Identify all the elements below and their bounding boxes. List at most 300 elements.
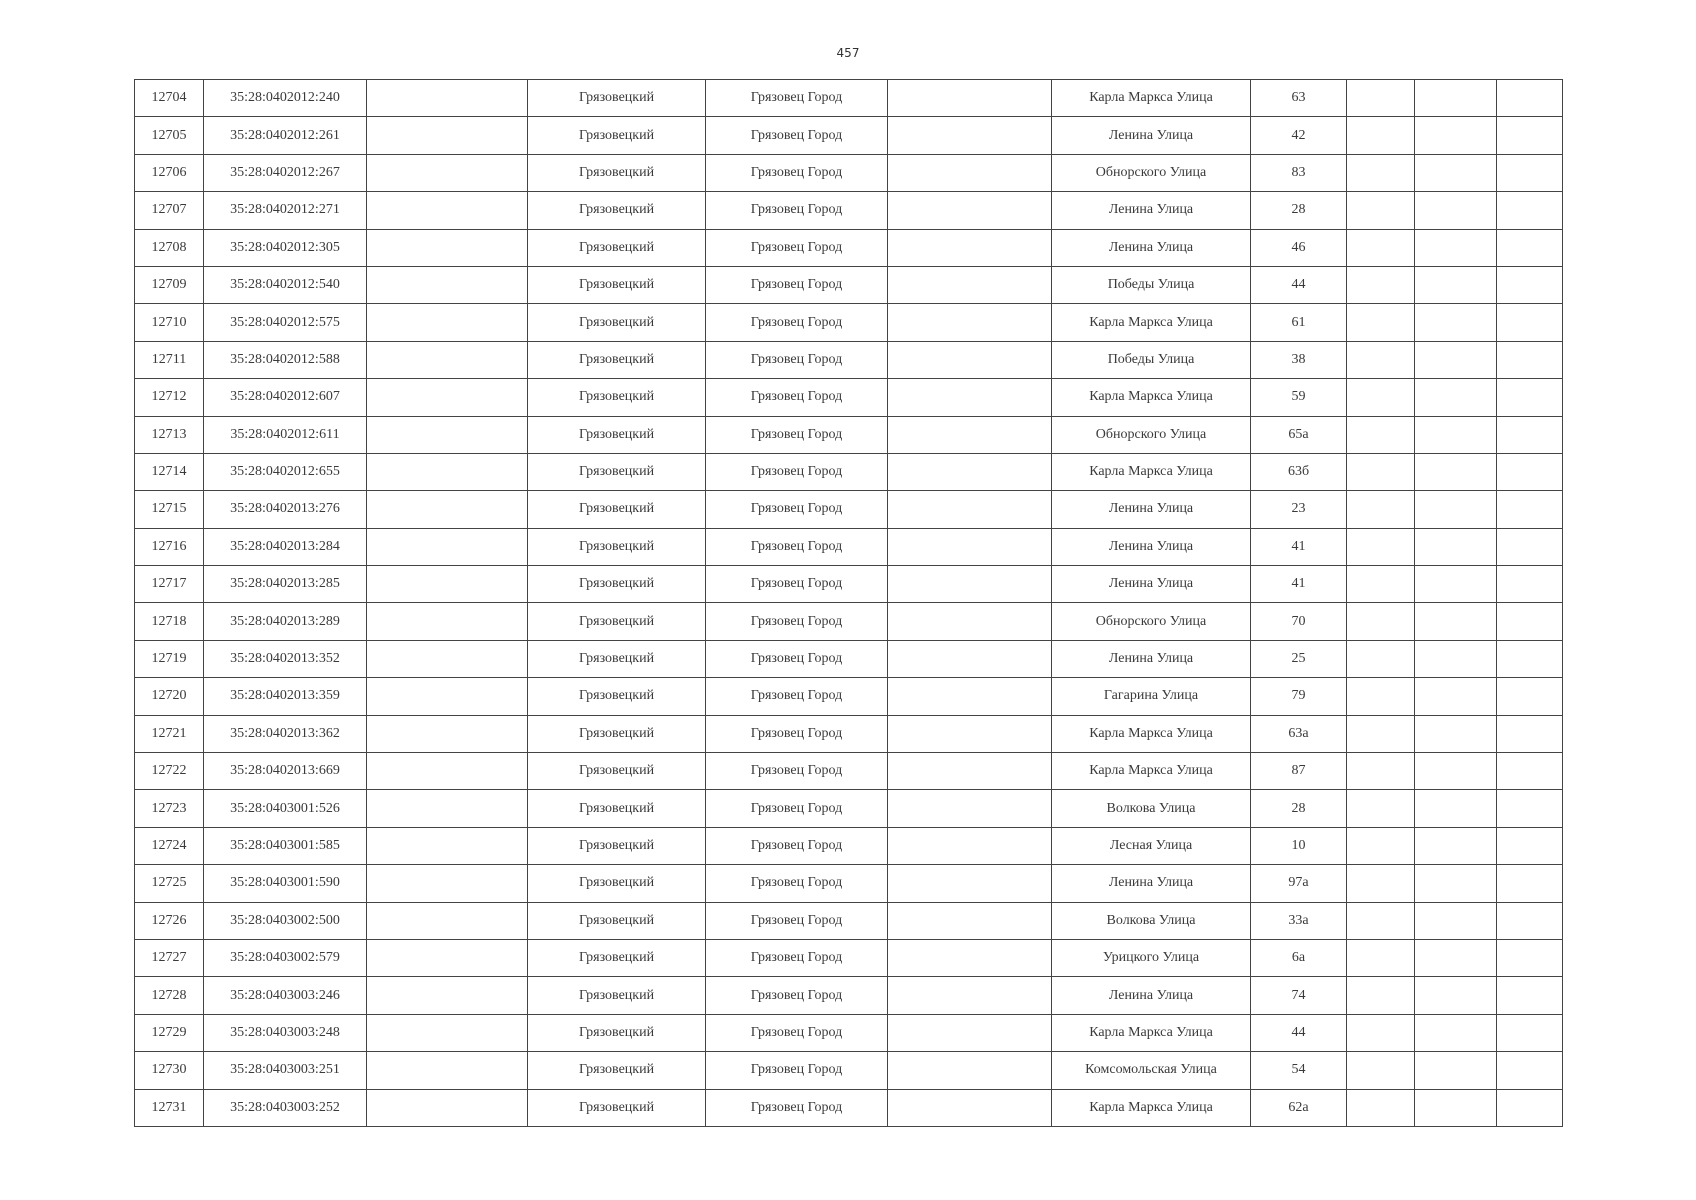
table-row [135,678,1563,715]
table-row [135,453,1563,490]
locality-cell: Грязовец Город [706,566,888,603]
district-cell: Грязовецкий [528,753,706,790]
blank-cell-a [367,341,528,378]
blank-cell-d [1415,827,1497,864]
blank-cell-e [1497,192,1563,229]
blank-cell-b [888,566,1052,603]
blank-cell-b [888,977,1052,1014]
table-row [135,753,1563,790]
blank-cell-a [367,865,528,902]
house-number-cell: 10 [1251,827,1347,864]
house-number-cell: 38 [1251,341,1347,378]
blank-cell-c [1347,902,1415,939]
table-row [135,154,1563,191]
blank-cell-d [1415,790,1497,827]
cadastral-number-cell: 35:28:0402012:607 [204,379,367,416]
locality-cell: Грязовец Город [706,304,888,341]
blank-cell-c [1347,566,1415,603]
locality-cell: Грязовец Город [706,416,888,453]
blank-cell-e [1497,566,1563,603]
table-row [135,80,1563,117]
blank-cell-c [1347,1052,1415,1089]
record-number-cell: 12708 [135,229,204,266]
locality-cell: Грязовец Город [706,678,888,715]
street-cell: Карла Маркса Улица [1052,379,1251,416]
record-number-cell: 12724 [135,827,204,864]
street-cell: Ленина Улица [1052,192,1251,229]
house-number-cell: 63а [1251,715,1347,752]
house-number-cell: 59 [1251,379,1347,416]
street-cell: Волкова Улица [1052,790,1251,827]
district-cell: Грязовецкий [528,266,706,303]
record-number-cell: 12731 [135,1089,204,1126]
blank-cell-a [367,902,528,939]
cadastral-number-cell: 35:28:0403003:252 [204,1089,367,1126]
blank-cell-b [888,154,1052,191]
cadastral-number-cell: 35:28:0402012:588 [204,341,367,378]
house-number-cell: 41 [1251,528,1347,565]
house-number-cell: 42 [1251,117,1347,154]
district-cell: Грязовецкий [528,528,706,565]
locality-cell: Грязовец Город [706,80,888,117]
blank-cell-a [367,416,528,453]
record-number-cell: 12713 [135,416,204,453]
cadastral-number-cell: 35:28:0403002:579 [204,939,367,976]
blank-cell-b [888,678,1052,715]
blank-cell-e [1497,827,1563,864]
locality-cell: Грязовец Город [706,453,888,490]
street-cell: Урицкого Улица [1052,939,1251,976]
blank-cell-b [888,640,1052,677]
blank-cell-a [367,117,528,154]
district-cell: Грязовецкий [528,790,706,827]
district-cell: Грязовецкий [528,379,706,416]
house-number-cell: 33а [1251,902,1347,939]
blank-cell-b [888,753,1052,790]
locality-cell: Грязовец Город [706,154,888,191]
blank-cell-b [888,229,1052,266]
house-number-cell: 87 [1251,753,1347,790]
table-row [135,865,1563,902]
street-cell: Карла Маркса Улица [1052,1089,1251,1126]
street-cell: Обнорского Улица [1052,416,1251,453]
house-number-cell: 63б [1251,453,1347,490]
record-number-cell: 12705 [135,117,204,154]
cadastral-number-cell: 35:28:0402013:284 [204,528,367,565]
street-cell: Ленина Улица [1052,977,1251,1014]
street-cell: Карла Маркса Улица [1052,453,1251,490]
blank-cell-b [888,453,1052,490]
table-row [135,1089,1563,1126]
blank-cell-c [1347,416,1415,453]
locality-cell: Грязовец Город [706,1089,888,1126]
house-number-cell: 74 [1251,977,1347,1014]
table-row [135,715,1563,752]
blank-cell-d [1415,266,1497,303]
blank-cell-a [367,229,528,266]
cadastral-number-cell: 35:28:0402013:362 [204,715,367,752]
blank-cell-b [888,827,1052,864]
cadastral-number-cell: 35:28:0402013:289 [204,603,367,640]
district-cell: Грязовецкий [528,192,706,229]
street-cell: Ленина Улица [1052,117,1251,154]
street-cell: Обнорского Улица [1052,603,1251,640]
street-cell: Ленина Улица [1052,528,1251,565]
district-cell: Грязовецкий [528,939,706,976]
table-row [135,229,1563,266]
cadastral-number-cell: 35:28:0402013:276 [204,491,367,528]
blank-cell-b [888,416,1052,453]
blank-cell-d [1415,566,1497,603]
blank-cell-b [888,902,1052,939]
blank-cell-a [367,977,528,1014]
blank-cell-b [888,939,1052,976]
street-cell: Карла Маркса Улица [1052,753,1251,790]
locality-cell: Грязовец Город [706,379,888,416]
cadastral-number-cell: 35:28:0402013:352 [204,640,367,677]
blank-cell-e [1497,229,1563,266]
blank-cell-e [1497,80,1563,117]
blank-cell-d [1415,865,1497,902]
table-row [135,790,1563,827]
house-number-cell: 23 [1251,491,1347,528]
blank-cell-d [1415,528,1497,565]
cadastral-number-cell: 35:28:0402013:359 [204,678,367,715]
record-number-cell: 12712 [135,379,204,416]
blank-cell-c [1347,640,1415,677]
blank-cell-c [1347,80,1415,117]
blank-cell-c [1347,865,1415,902]
cadastral-number-cell: 35:28:0403003:246 [204,977,367,1014]
blank-cell-a [367,827,528,864]
blank-cell-e [1497,977,1563,1014]
register-body [135,80,1563,1127]
blank-cell-d [1415,939,1497,976]
record-number-cell: 12704 [135,80,204,117]
locality-cell: Грязовец Город [706,640,888,677]
locality-cell: Грязовец Город [706,715,888,752]
blank-cell-b [888,1052,1052,1089]
street-cell: Ленина Улица [1052,865,1251,902]
street-cell: Лесная Улица [1052,827,1251,864]
record-number-cell: 12710 [135,304,204,341]
table-row [135,566,1563,603]
district-cell: Грязовецкий [528,1089,706,1126]
locality-cell: Грязовец Город [706,790,888,827]
blank-cell-d [1415,453,1497,490]
table-row [135,117,1563,154]
record-number-cell: 12719 [135,640,204,677]
table-row [135,304,1563,341]
street-cell: Ленина Улица [1052,491,1251,528]
record-number-cell: 12726 [135,902,204,939]
district-cell: Грязовецкий [528,154,706,191]
table-row [135,491,1563,528]
house-number-cell: 28 [1251,790,1347,827]
blank-cell-c [1347,977,1415,1014]
blank-cell-d [1415,229,1497,266]
record-number-cell: 12721 [135,715,204,752]
cadastral-number-cell: 35:28:0402012:261 [204,117,367,154]
street-cell: Карла Маркса Улица [1052,80,1251,117]
house-number-cell: 83 [1251,154,1347,191]
house-number-cell: 70 [1251,603,1347,640]
locality-cell: Грязовец Город [706,603,888,640]
street-cell: Ленина Улица [1052,566,1251,603]
blank-cell-c [1347,753,1415,790]
cadastral-number-cell: 35:28:0402012:575 [204,304,367,341]
blank-cell-e [1497,117,1563,154]
blank-cell-e [1497,753,1563,790]
blank-cell-b [888,304,1052,341]
locality-cell: Грязовец Город [706,528,888,565]
district-cell: Грязовецкий [528,640,706,677]
locality-cell: Грязовец Город [706,865,888,902]
record-number-cell: 12716 [135,528,204,565]
blank-cell-a [367,266,528,303]
blank-cell-b [888,80,1052,117]
blank-cell-b [888,266,1052,303]
cadastral-number-cell: 35:28:0403001:526 [204,790,367,827]
table-row [135,379,1563,416]
district-cell: Грязовецкий [528,865,706,902]
locality-cell: Грязовец Город [706,977,888,1014]
blank-cell-c [1347,266,1415,303]
blank-cell-e [1497,865,1563,902]
blank-cell-d [1415,1052,1497,1089]
cadastral-number-cell: 35:28:0402012:655 [204,453,367,490]
blank-cell-d [1415,603,1497,640]
locality-cell: Грязовец Город [706,341,888,378]
blank-cell-a [367,154,528,191]
record-number-cell: 12711 [135,341,204,378]
house-number-cell: 62а [1251,1089,1347,1126]
district-cell: Грязовецкий [528,603,706,640]
cadastral-number-cell: 35:28:0403003:251 [204,1052,367,1089]
record-number-cell: 12725 [135,865,204,902]
blank-cell-b [888,603,1052,640]
blank-cell-d [1415,416,1497,453]
house-number-cell: 28 [1251,192,1347,229]
blank-cell-d [1415,117,1497,154]
record-number-cell: 12730 [135,1052,204,1089]
record-number-cell: 12709 [135,266,204,303]
blank-cell-e [1497,1089,1563,1126]
blank-cell-b [888,1089,1052,1126]
street-cell: Гагарина Улица [1052,678,1251,715]
locality-cell: Грязовец Город [706,1052,888,1089]
blank-cell-a [367,939,528,976]
cadastral-number-cell: 35:28:0402012:611 [204,416,367,453]
blank-cell-c [1347,491,1415,528]
blank-cell-d [1415,80,1497,117]
house-number-cell: 44 [1251,1014,1347,1051]
blank-cell-b [888,790,1052,827]
blank-cell-a [367,192,528,229]
cadastral-number-cell: 35:28:0402012:271 [204,192,367,229]
table-row [135,977,1563,1014]
blank-cell-c [1347,790,1415,827]
district-cell: Грязовецкий [528,827,706,864]
blank-cell-a [367,603,528,640]
locality-cell: Грязовец Город [706,491,888,528]
record-number-cell: 12717 [135,566,204,603]
cadastral-number-cell: 35:28:0402012:305 [204,229,367,266]
page-number: 457 [836,46,860,60]
record-number-cell: 12718 [135,603,204,640]
blank-cell-b [888,491,1052,528]
table-row [135,528,1563,565]
blank-cell-a [367,1089,528,1126]
blank-cell-d [1415,379,1497,416]
cadastral-number-cell: 35:28:0402012:240 [204,80,367,117]
blank-cell-e [1497,790,1563,827]
cadastral-number-cell: 35:28:0403001:585 [204,827,367,864]
blank-cell-a [367,790,528,827]
blank-cell-b [888,1014,1052,1051]
blank-cell-e [1497,528,1563,565]
record-number-cell: 12729 [135,1014,204,1051]
house-number-cell: 46 [1251,229,1347,266]
record-number-cell: 12714 [135,453,204,490]
blank-cell-c [1347,528,1415,565]
locality-cell: Грязовец Город [706,229,888,266]
locality-cell: Грязовец Город [706,827,888,864]
street-cell: Обнорского Улица [1052,154,1251,191]
table-row [135,416,1563,453]
street-cell: Карла Маркса Улица [1052,1014,1251,1051]
blank-cell-e [1497,266,1563,303]
blank-cell-e [1497,379,1563,416]
blank-cell-d [1415,977,1497,1014]
house-number-cell: 25 [1251,640,1347,677]
blank-cell-a [367,491,528,528]
street-cell: Комсомольская Улица [1052,1052,1251,1089]
blank-cell-b [888,379,1052,416]
blank-cell-a [367,304,528,341]
table-row [135,1052,1563,1089]
house-number-cell: 44 [1251,266,1347,303]
blank-cell-a [367,379,528,416]
street-cell: Карла Маркса Улица [1052,715,1251,752]
street-cell: Ленина Улица [1052,640,1251,677]
blank-cell-a [367,453,528,490]
district-cell: Грязовецкий [528,1014,706,1051]
street-cell: Победы Улица [1052,341,1251,378]
blank-cell-a [367,1052,528,1089]
blank-cell-c [1347,117,1415,154]
table-row [135,266,1563,303]
table-row [135,640,1563,677]
locality-cell: Грязовец Город [706,192,888,229]
blank-cell-a [367,528,528,565]
blank-cell-c [1347,1014,1415,1051]
blank-cell-e [1497,1052,1563,1089]
blank-cell-e [1497,341,1563,378]
blank-cell-e [1497,453,1563,490]
blank-cell-a [367,678,528,715]
district-cell: Грязовецкий [528,416,706,453]
blank-cell-e [1497,715,1563,752]
district-cell: Грязовецкий [528,117,706,154]
blank-cell-d [1415,192,1497,229]
blank-cell-e [1497,902,1563,939]
blank-cell-c [1347,715,1415,752]
table-row [135,192,1563,229]
street-cell: Карла Маркса Улица [1052,304,1251,341]
house-number-cell: 63 [1251,80,1347,117]
blank-cell-c [1347,229,1415,266]
blank-cell-d [1415,715,1497,752]
blank-cell-b [888,192,1052,229]
cadastral-number-cell: 35:28:0403002:500 [204,902,367,939]
street-cell: Победы Улица [1052,266,1251,303]
blank-cell-d [1415,640,1497,677]
blank-cell-c [1347,341,1415,378]
cadastral-number-cell: 35:28:0403001:590 [204,865,367,902]
district-cell: Грязовецкий [528,453,706,490]
table-row [135,939,1563,976]
blank-cell-a [367,715,528,752]
blank-cell-b [888,117,1052,154]
blank-cell-d [1415,1014,1497,1051]
blank-cell-e [1497,1014,1563,1051]
district-cell: Грязовецкий [528,304,706,341]
blank-cell-d [1415,1089,1497,1126]
table-row [135,902,1563,939]
blank-cell-e [1497,154,1563,191]
blank-cell-c [1347,192,1415,229]
district-cell: Грязовецкий [528,1052,706,1089]
blank-cell-d [1415,304,1497,341]
house-number-cell: 6а [1251,939,1347,976]
blank-cell-e [1497,678,1563,715]
house-number-cell: 54 [1251,1052,1347,1089]
record-number-cell: 12727 [135,939,204,976]
blank-cell-a [367,640,528,677]
locality-cell: Грязовец Город [706,939,888,976]
blank-cell-c [1347,379,1415,416]
district-cell: Грязовецкий [528,902,706,939]
blank-cell-c [1347,603,1415,640]
blank-cell-e [1497,939,1563,976]
district-cell: Грязовецкий [528,341,706,378]
house-number-cell: 61 [1251,304,1347,341]
street-cell: Волкова Улица [1052,902,1251,939]
cadastral-number-cell: 35:28:0403003:248 [204,1014,367,1051]
house-number-cell: 79 [1251,678,1347,715]
blank-cell-a [367,566,528,603]
house-number-cell: 97а [1251,865,1347,902]
blank-cell-c [1347,1089,1415,1126]
table-row [135,341,1563,378]
table-row [135,1014,1563,1051]
record-number-cell: 12706 [135,154,204,191]
blank-cell-b [888,865,1052,902]
register-table [134,79,1563,1127]
blank-cell-c [1347,154,1415,191]
blank-cell-b [888,341,1052,378]
record-number-cell: 12722 [135,753,204,790]
blank-cell-e [1497,416,1563,453]
cadastral-number-cell: 35:28:0402012:267 [204,154,367,191]
record-number-cell: 12728 [135,977,204,1014]
blank-cell-e [1497,603,1563,640]
blank-cell-a [367,80,528,117]
record-number-cell: 12720 [135,678,204,715]
blank-cell-d [1415,154,1497,191]
house-number-cell: 41 [1251,566,1347,603]
